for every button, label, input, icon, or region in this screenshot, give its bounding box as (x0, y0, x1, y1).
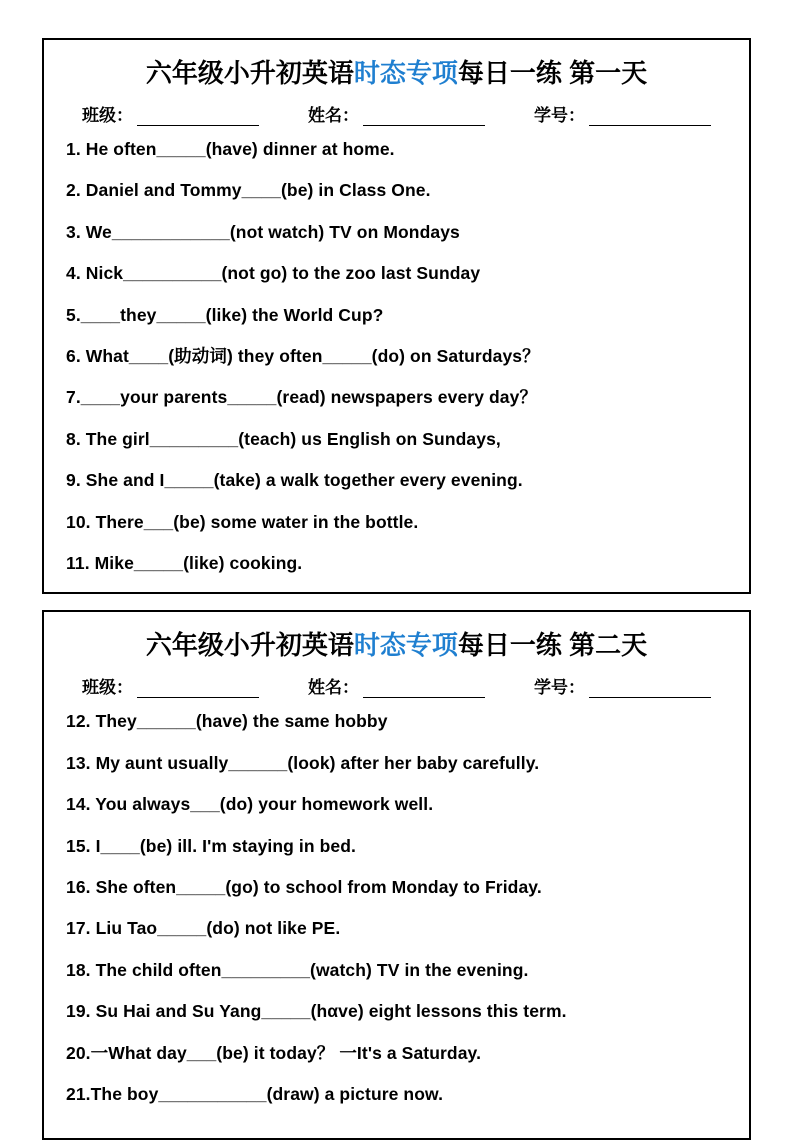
section-title-day-2 (60, 628, 733, 663)
name-field (308, 101, 485, 126)
name-label: 姓名： (308, 106, 359, 126)
class-field (82, 101, 259, 126)
student-number-label: 学号： (534, 678, 585, 698)
student-number-field (534, 101, 711, 126)
question-item: 12. They______(have) the same hobby (66, 711, 388, 732)
question-item: 3. We____________(not watch) TV on Mondays (66, 221, 460, 242)
question-item: 21.The boy___________(draw) a picture now. (66, 1084, 444, 1104)
section-title-suffix: 每日一练 第二天 (457, 630, 648, 661)
class-input-line[interactable] (137, 683, 259, 698)
question-item: 7.____your parents_____(read) newspapers every day？ (66, 387, 538, 408)
question-item: 5.____they_____(like) the World Cup? (66, 304, 384, 325)
question-item: 2. Daniel and Tommy____(be) in Class One. (66, 180, 431, 201)
question-item: 20.一What day___(be) it today？ 一It's a Saturday. (66, 1042, 482, 1063)
name-input-line[interactable] (363, 111, 485, 126)
question-item: 11. Mike_____(like) cooking. (66, 553, 303, 573)
question-item: 8. The girl_________(teach) us English on Sundays, (66, 428, 501, 449)
question-list-day-1 (60, 138, 733, 574)
section-title-suffix: 每日一练 第一天 (457, 58, 648, 88)
student-number-input-line[interactable] (589, 683, 711, 698)
section-title-highlight: 时态专项 (353, 58, 458, 88)
question-item: 13. My aunt usually______(look) after her baby carefully. (66, 752, 540, 773)
section-title-prefix: 六年级小升初英语 (145, 58, 354, 88)
student-info-row-day-2 (60, 667, 733, 700)
question-item: 1. He often_____(have) dinner at home. (66, 139, 395, 160)
student-number-field (534, 673, 711, 698)
student-number-input-line[interactable] (589, 111, 711, 126)
question-item: 19. Su Hai and Su Yang_____(hαve) eight lessons this term. (66, 1001, 567, 1022)
section-title-day-1 (60, 56, 733, 91)
question-item: 17. Liu Tao_____(do) not like PE. (66, 918, 341, 939)
question-item: 18. The child often_________(watch) TV in the evening. (66, 959, 529, 980)
student-info-row-day-1 (60, 95, 733, 128)
question-item: 16. She often_____(go) to school from Monday to Friday. (66, 877, 542, 898)
question-list-day-2 (60, 710, 733, 1105)
question-item: 10. There___(be) some water in the bottle. (66, 511, 419, 532)
question-item: 4. Nick__________(not go) to the zoo last Sunday (66, 263, 481, 284)
worksheet-section-day-2 (42, 610, 751, 1140)
question-item: 6. What____(助动词) they often_____(do) on Saturdays？ (66, 346, 540, 367)
name-field (308, 673, 485, 698)
worksheet-section-day-1 (42, 38, 751, 594)
name-label: 姓名： (308, 678, 359, 698)
name-input-line[interactable] (363, 683, 485, 698)
class-field (82, 673, 259, 698)
section-title-prefix: 六年级小升初英语 (145, 630, 354, 661)
class-label: 班级： (82, 106, 133, 126)
section-title-highlight: 时态专项 (353, 630, 458, 661)
student-number-label: 学号： (534, 106, 585, 126)
class-label: 班级： (82, 678, 133, 698)
class-input-line[interactable] (137, 111, 259, 126)
question-item: 14. You always___(do) your homework well. (66, 794, 434, 815)
question-item: 15. I____(be) ill. I'm staying in bed. (66, 835, 356, 856)
question-item: 9. She and I_____(take) a walk together every evening. (66, 470, 523, 491)
